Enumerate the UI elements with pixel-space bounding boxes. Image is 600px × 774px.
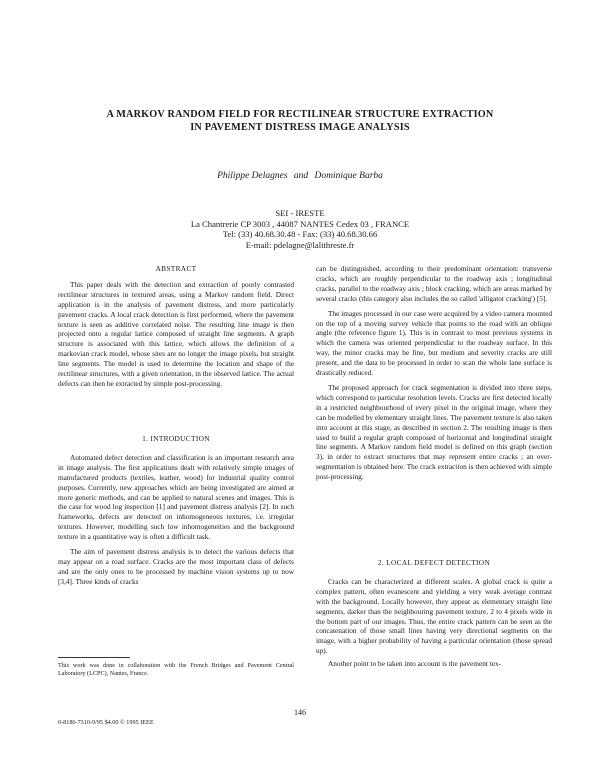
author-list: [60, 171, 540, 181]
paper-title: [60, 108, 540, 134]
local-defect-para-2: Another point to be taken into account is the pavement tex-: [328, 659, 502, 669]
right-intro-para-3: The proposed approach for crack segmentation is divided into three steps, which correspond to particular resolution levels. Cracks are first detected locally in a restricted neighbourhood of every pixel in the original image, where they can be modelled by elementary straight lines. The pavement texture is also taken into account at this stage, as described in section 2. The resulting image is then used to build a regular graph composed of horizontal and longitudinal straight line segments. A Markov random field model is defined on this graph (section 3), in order to extract structures that may represent entire cracks ; an over-segmentation is obtained here. The crack extraction is then achieved with simple post-processing.: [316, 382, 552, 482]
author-1: Philippe Delagnes: [217, 171, 288, 181]
author-2: Dominique Barba: [314, 171, 383, 181]
footnote-rule: [58, 657, 130, 658]
introduction-section: [58, 434, 294, 587]
introduction-para-2: The aim of pavement distress analysis is to detect the various defects that may appear on a road surface. Cracks are the most important class of defects and are the only ones to be processed by machine vision systems up to now [3,4]. Three kinds of cracks: [58, 547, 294, 586]
right-intro-para-2: The images processed in our case were acquired by a video camera mounted on the top of a moving survey vehicle that points to the road with an oblique angle (the reference figure 1). This is in contrast to most previous systems in which the camera was oriented perpendicular to the roadway surface. In this way, the minor cracks may be fine, but medium and severity cracks are still present, and the data to be processed in order to scan the whole lane surface is drastically reduced.: [316, 308, 552, 378]
title-line-2: IN PAVEMENT DISTRESS IMAGE ANALYSIS: [190, 122, 410, 133]
local-defect-section: [316, 558, 552, 669]
author-conjunction: and: [293, 171, 309, 181]
affiliation-block: [150, 208, 450, 250]
abstract-heading: ABSTRACT: [155, 264, 197, 273]
title-line-1: A MARKOV RANDOM FIELD FOR RECTILINEAR STRUCTURE EXTRACTION: [106, 109, 494, 120]
affiliation-email: E-mail: pdelagne@lalithreste.fr: [245, 239, 355, 250]
footnote: This work was done in collaboration with the French Bridges and Pavement Central Laboratory (LCPC), Nantes, France.: [58, 662, 294, 678]
local-defect-para-1: Cracks can be characterized at different scales. A global crack is quite a complex pattern, often evanescent and yielding a very weak average contrast with the background. Locally however, they appear as elementary straight line segments, darker than the neighbouring pavement texture, 2 to 4 pixels wide in the bottom part of our images. Thus, the entire crack pattern can be seen as the concatenation of those small lines having very directional segments on the image, with a higher probability of having a particular orientation (those spread up).: [316, 576, 552, 656]
local-defect-heading: 2. LOCAL DEFECT DETECTION: [377, 558, 491, 567]
introduction-heading: 1. INTRODUCTION: [142, 434, 210, 443]
copyright-code: 0-8186-7310-9/95 $4.00 © 1995 IEEE: [58, 719, 154, 726]
left-column: [58, 264, 294, 389]
right-column: [316, 264, 552, 482]
affiliation-phone: Tel: (33) 40.68.30.48 - Fax: (33) 40.68.30.66: [222, 229, 378, 239]
page-number: 146: [294, 708, 306, 717]
affiliation-lab: SEI - IRESTE: [275, 208, 325, 218]
affiliation-address: La Chantrerie CP 3003 , 44087 NANTES Cedex 03 , FRANCE: [190, 218, 410, 229]
introduction-para-1: Automated defect detection and classification is an important research area in image analysis. The first applications dealt with relatively simple images of manufactured products (textiles, leather, wood) for industrial quality control purposes. Currently, new approaches which are being investigated are aimed at more generic methods, and can be applied to natural scenes and images. This is the case for wood log inspection [1] and pavement distress analysis [2]. In such frameworks, defects are detected on inhomogeneous textures, i.e. irregular textures. However, modelling such low inhomogeneities and the background texture in a quantitative way is often a difficult task.: [58, 452, 294, 542]
right-intro-para-1: can be distinguished, according to their predominant orientation: transverse cracks, which are roughly perpendicular to the roadway axis ; longitudinal cracks, parallel to the roadway axis ; block cracking, which are areas marked by several cracks (this category also includes the so called 'alligator cracking') [5].: [316, 264, 552, 303]
abstract-text: This paper deals with the detection and extraction of poorly contrasted rectilinear structures in textured areas, using a Markov random field. Direct application is in the analysis of pavement distress, and more particularly pavement cracks. A local crack detection is first performed, where the pavement texture is seen as additive correlated noise. The resulting line image is then projected onto a regular lattice composed of straight line segments. A graph structure is associated with this lattice, which allows the definition of a markovian crack model, whose sites are no longer the image pixels, but straight line segments. The model is used to determine the location and shape of the rectilinear structures, with a given orientation, in the observed lattice. The actual defects can then be extracted by simple post-processing.: [58, 279, 294, 388]
